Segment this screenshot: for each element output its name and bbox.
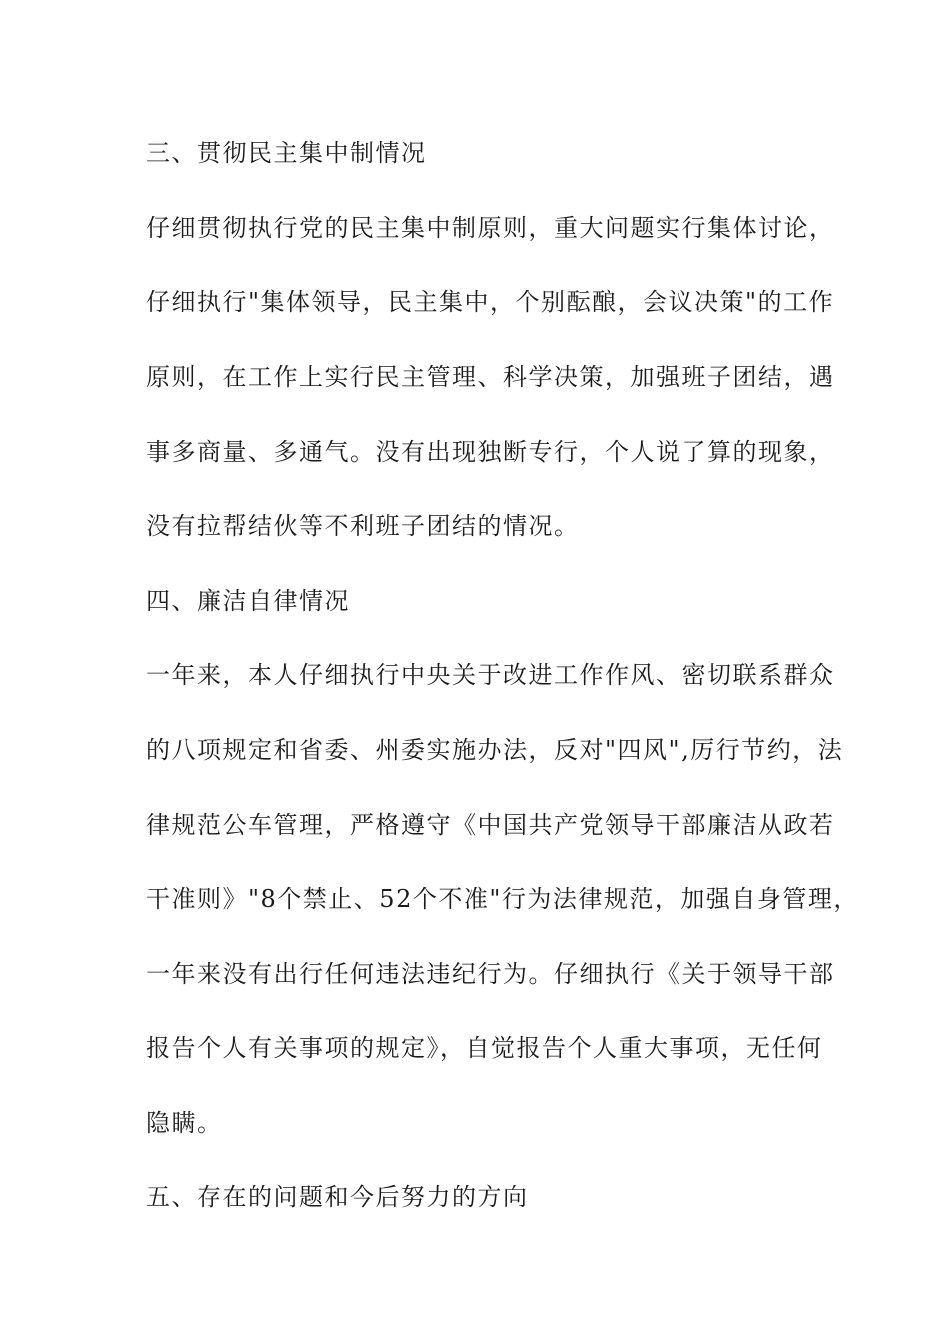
- section-heading-4: 四、廉洁自律情况: [146, 587, 350, 615]
- paragraph-line: 干准则》"8个禁止、52个不准"行为法律规范，加强自身管理，: [146, 885, 859, 913]
- paragraph-line: 一年来，本人仔细执行中央关于改进工作作风、密切联系群众: [146, 661, 835, 689]
- paragraph-line: 隐瞒。: [146, 1109, 223, 1137]
- paragraph-line: 原则，在工作上实行民主管理、科学决策，加强班子团结，遇: [146, 363, 835, 391]
- paragraph-line: 没有拉帮结伙等不利班子团结的情况。: [146, 512, 580, 540]
- section-heading-5: 五、存在的问题和今后努力的方向: [146, 1183, 529, 1211]
- paragraph-line: 的八项规定和省委、州委实施办法，反对"四风",厉行节约，法: [146, 736, 844, 764]
- paragraph-line: 仔细贯彻执行党的民主集中制原则，重大问题实行集体讨论，: [146, 214, 835, 242]
- paragraph-line: 报告个人有关事项的规定》，自觉报告个人重大事项，无任何: [146, 1034, 823, 1062]
- paragraph-line: 事多商量、多通气。没有出现独断专行，个人说了算的现象，: [146, 438, 835, 466]
- section-heading-3: 三、贯彻民主集中制情况: [146, 139, 427, 167]
- paragraph-line: 律规范公车管理，严格遵守《中国共产党领导干部廉洁从政若: [146, 811, 835, 839]
- paragraph-line: 一年来没有出行任何违法违纪行为。仔细执行《关于领导干部: [146, 960, 835, 988]
- paragraph-line: 仔细执行"集体领导，民主集中，个别酝酿，会议决策"的工作: [146, 288, 835, 316]
